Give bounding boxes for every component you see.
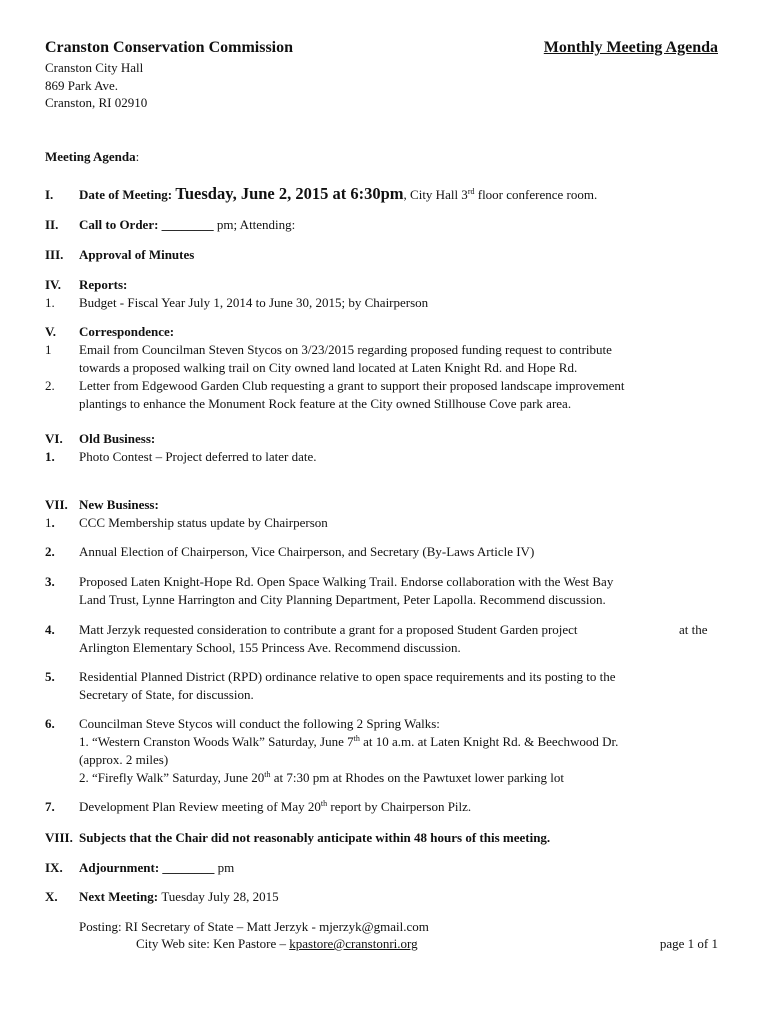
list-item-text: Email from Councilman Steven Stycos on 3/23/2015 regarding proposed funding request to contribute: [79, 342, 612, 357]
list-item-number: 1.: [45, 295, 55, 310]
list-item-number: 3.: [45, 574, 55, 589]
meeting-agenda-label: Meeting Agenda:: [45, 149, 140, 164]
section-8-number: VIII.: [45, 830, 73, 845]
section-10-number: X.: [45, 889, 58, 904]
page-number: page 1 of 1: [659, 936, 718, 951]
list-item-text: Arlington Elementary School, 155 Princess Ave. Recommend discussion.: [79, 640, 461, 655]
section-5-correspondence: Correspondence:: [79, 324, 175, 339]
list-item-text: CCC Membership status update by Chairperson: [79, 515, 328, 530]
list-item-text: Annual Election of Chairperson, Vice Chairperson, and Secretary (By-Laws Article IV): [79, 544, 535, 559]
list-item-text: Land Trust, Lynne Harrington and City Planning Department, Peter Lapolla. Recommend discussion.: [79, 592, 606, 607]
section-5-number: V.: [45, 324, 56, 339]
section-7-number: VII.: [45, 497, 68, 512]
list-item-number: 4.: [45, 622, 55, 637]
list-item-text: at the: [679, 622, 708, 637]
list-item-text: (approx. 2 miles): [79, 752, 169, 767]
list-item-text: Photo Contest – Project deferred to later date.: [79, 449, 317, 464]
section-2-call-to-order: Call to Order: ________ pm; Attending:: [79, 217, 296, 232]
email-link[interactable]: kpastore@cranstonri.org: [289, 936, 418, 951]
section-4-number: IV.: [45, 277, 62, 292]
section-1-date-of-meeting: Date of Meeting: Tuesday, June 2, 2015 at 6:30pm, City Hall 3rd floor conference room.: [79, 184, 598, 203]
section-8-subjects: Subjects that the Chair did not reasonably anticipate within 48 hours of this meeting.: [79, 830, 551, 845]
list-item-number: 2.: [45, 378, 55, 393]
section-1-number: I.: [45, 187, 54, 202]
list-item-text: Letter from Edgewood Garden Club requesting a grant to support their proposed landscape improvement: [79, 378, 625, 393]
section-3-approval-of-minutes: Approval of Minutes: [79, 247, 195, 262]
posting-line-2: City Web site: Ken Pastore – kpastore@cranstonri.org: [136, 936, 418, 951]
list-item-text: Matt Jerzyk requested consideration to contribute a grant for a proposed Student Garden project: [79, 622, 578, 637]
list-item-text: Budget - Fiscal Year July 1, 2014 to June 30, 2015; by Chairperson: [79, 295, 429, 310]
list-item-number: 1.: [45, 449, 55, 464]
section-7-new-business: New Business:: [79, 497, 159, 512]
list-item-number: 1.: [45, 515, 55, 530]
section-6-old-business: Old Business:: [79, 431, 156, 446]
list-item-number: 2.: [45, 544, 55, 559]
list-item-text: Proposed Laten Knight-Hope Rd. Open Space Walking Trail. Endorse collaboration with the West Bay: [79, 574, 614, 589]
list-item-text: Residential Planned District (RPD) ordinance relative to open space requirements and its posting to the: [79, 669, 616, 684]
section-4-reports: Reports:: [79, 277, 128, 292]
list-item-number: 6.: [45, 716, 55, 731]
list-item-text: Secretary of State, for discussion.: [79, 687, 254, 702]
section-6-number: VI.: [45, 431, 63, 446]
list-item-text: plantings to enhance the Monument Rock feature at the City owned Stillhouse Cove park area.: [79, 396, 572, 411]
address-line-2: 869 Park Ave.: [45, 78, 119, 93]
list-item-text: 2. “Firefly Walk” Saturday, June 20th at 7:30 pm at Rhodes on the Pawtuxet lower parking lot: [79, 770, 565, 785]
list-item-number: 7.: [45, 799, 55, 814]
section-10-next-meeting: Next Meeting: Tuesday July 28, 2015: [79, 889, 279, 904]
list-item-text: Development Plan Review meeting of May 20th report by Chairperson Pilz.: [79, 799, 472, 814]
address-line-3: Cranston, RI 02910: [45, 95, 148, 110]
list-item-number: 1: [45, 342, 52, 357]
section-9-number: IX.: [45, 860, 63, 875]
list-item-text: 1. “Western Cranston Woods Walk” Saturday, June 7th at 10 a.m. at Laten Knight Rd. & Beechwood Dr.: [79, 734, 619, 749]
address-line-1: Cranston City Hall: [45, 60, 144, 75]
section-2-number: II.: [45, 217, 59, 232]
document-title: Monthly Meeting Agenda: [543, 39, 718, 56]
org-name: Cranston Conservation Commission: [45, 39, 294, 56]
list-item-text: Councilman Steve Stycos will conduct the following 2 Spring Walks:: [79, 716, 440, 731]
section-3-number: III.: [45, 247, 64, 262]
posting-line-1: Posting: RI Secretary of State – Matt Jerzyk - mjerzyk@gmail.com: [79, 919, 429, 934]
list-item-text: towards a proposed walking trail on City owned land located at Laten Knight Rd. and Hope Rd.: [79, 360, 578, 375]
section-9-adjournment: Adjournment: ________ pm: [79, 860, 235, 875]
list-item-number: 5.: [45, 669, 55, 684]
